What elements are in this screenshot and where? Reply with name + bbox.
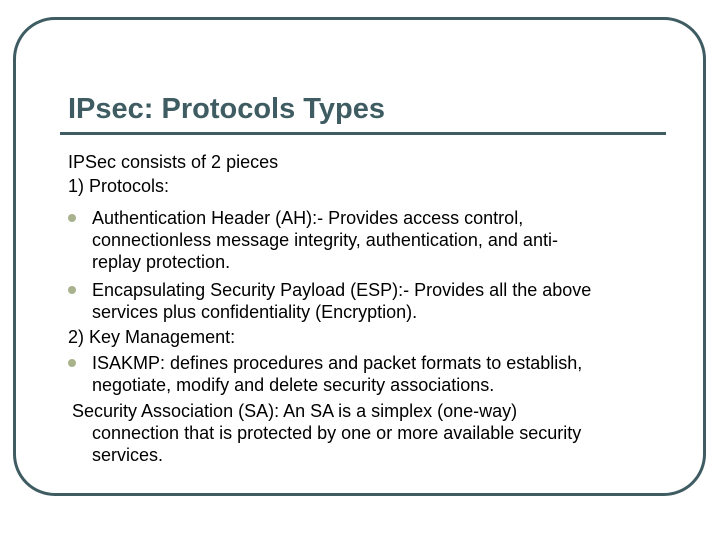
isakmp-line-2: negotiate, modify and delete security associations. <box>92 375 495 395</box>
ah-line-2: connectionless message integrity, authentication, and anti- <box>92 230 558 250</box>
isakmp-line-1: ISAKMP: defines procedures and packet formats to establish, <box>92 353 583 373</box>
intro-text: IPSec consists of 2 pieces <box>68 152 279 172</box>
section-key-management: 2) Key Management: <box>68 327 236 347</box>
esp-line-1: Encapsulating Security Payload (ESP):- Provides all the above <box>92 280 592 300</box>
sa-line-2: connection that is protected by one or more available security <box>92 423 582 443</box>
section-protocols: 1) Protocols: <box>68 176 170 196</box>
esp-line-2: services plus confidentiality (Encryption). <box>92 302 418 322</box>
ah-line-3: replay protection. <box>92 252 231 272</box>
sa-line-1: Security Association (SA): An SA is a simplex (one-way) <box>72 401 518 421</box>
sa-line-3: services. <box>92 445 164 465</box>
ah-line-1: Authentication Header (AH):- Provides access control, <box>92 208 524 228</box>
title-underline <box>60 132 666 135</box>
slide-title: IPsec: Protocols Types <box>68 93 385 125</box>
bullet-icon <box>68 286 76 294</box>
bullet-icon <box>68 359 76 367</box>
bullet-icon <box>68 214 76 222</box>
